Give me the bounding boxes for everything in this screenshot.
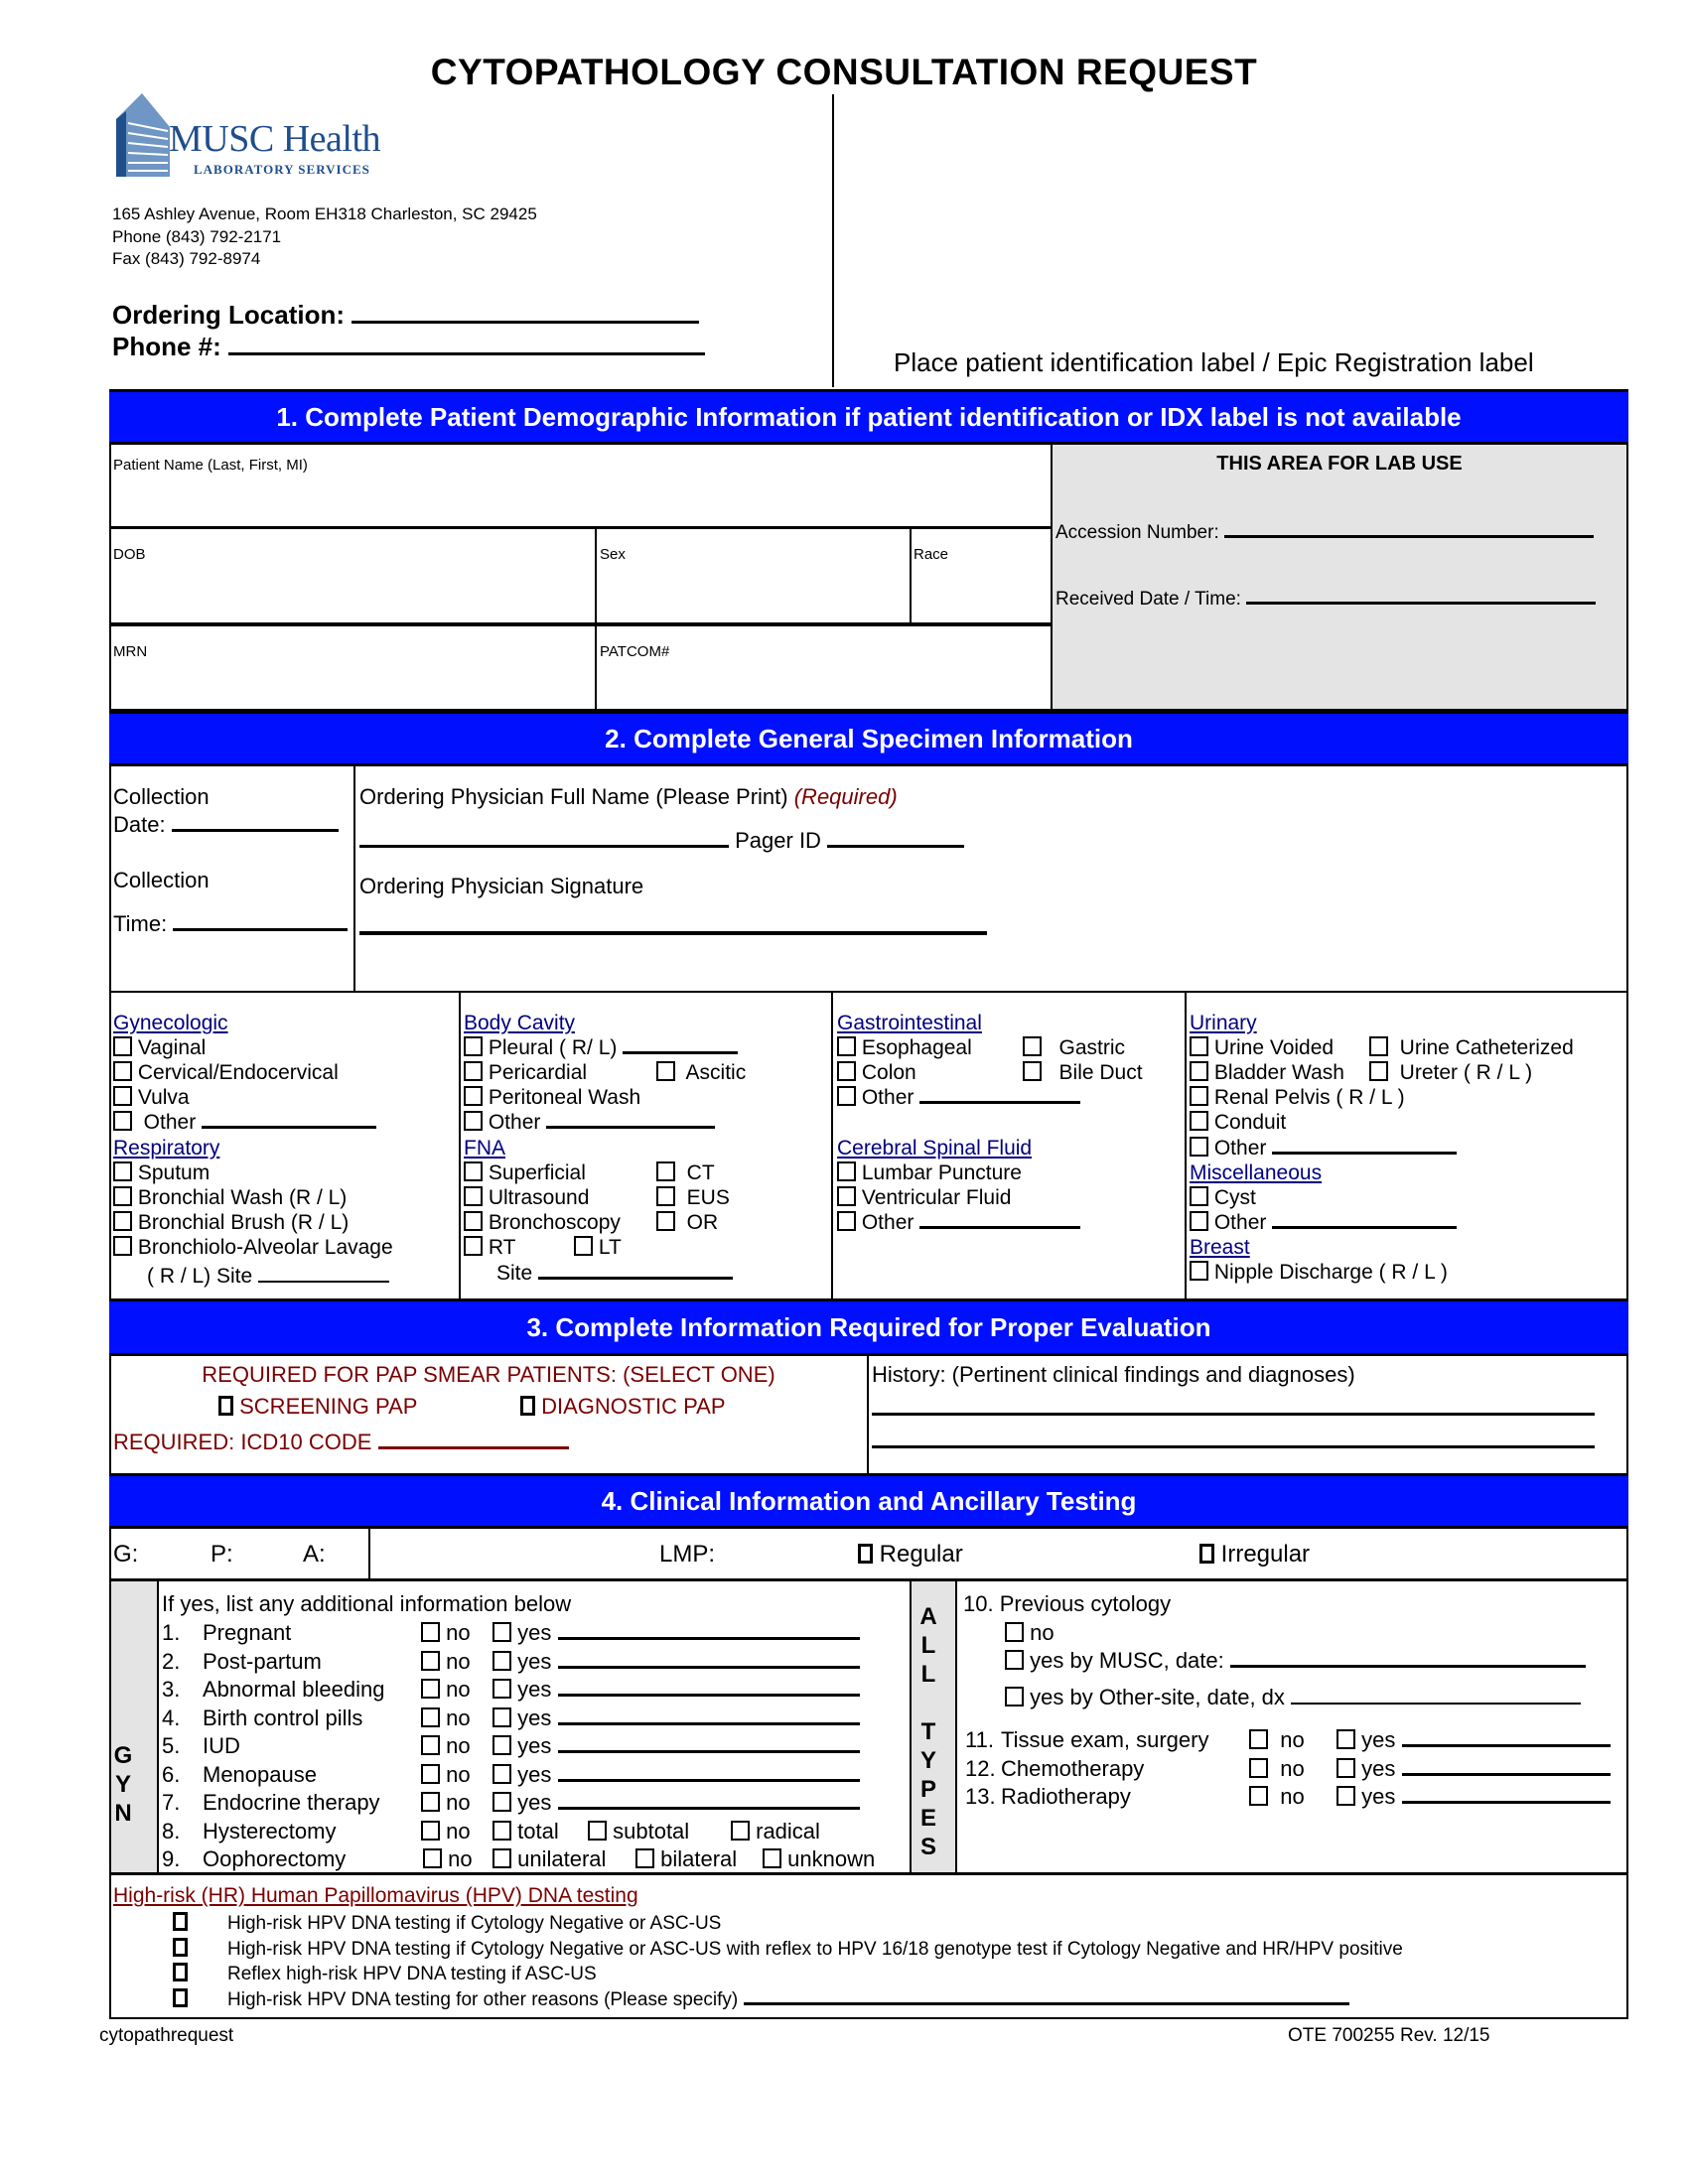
checkbox[interactable]	[464, 1036, 483, 1056]
specimen-gi-other[interactable]: Other	[837, 1085, 1080, 1110]
other-item-no[interactable]: no	[1249, 1784, 1305, 1809]
specimen-bronchial-brush[interactable]: Bronchial Brush (R / L)	[113, 1210, 349, 1235]
pap-required-label: REQUIRED FOR PAP SMEAR PATIENTS: (SELECT ONE)	[202, 1362, 775, 1387]
previous-cytology-no[interactable]: no	[1005, 1620, 1055, 1645]
collection-time-row	[113, 911, 348, 937]
other-item-yes[interactable]: yes	[1336, 1727, 1611, 1752]
checkbox[interactable]	[1336, 1758, 1355, 1778]
gyn-item-yes[interactable]: yes	[492, 1790, 860, 1815]
accession-number-label: Accession Number:	[1055, 522, 1219, 543]
other-item-yes[interactable]: yes	[1336, 1756, 1611, 1781]
checkbox[interactable]	[588, 1821, 607, 1841]
lmp-irregular-option[interactable]: Irregular	[1199, 1541, 1310, 1569]
other-item-label: Tissue exam, surgery	[1001, 1727, 1209, 1752]
other-item-label: Chemotherapy	[1001, 1755, 1145, 1781]
footer-form-number: OTE 700255 Rev. 12/15	[1288, 2025, 1490, 2046]
specimen-conduit[interactable]: Conduit	[1190, 1110, 1286, 1135]
row-divider	[109, 1578, 1628, 1581]
specimen-nipple-discharge[interactable]: Nipple Discharge ( R / L )	[1190, 1260, 1448, 1285]
specimen-fna-rt[interactable]: RT	[464, 1235, 515, 1260]
checkbox[interactable]	[574, 1236, 593, 1256]
fna-title: FNA	[464, 1137, 505, 1160]
gyn-item-no[interactable]: no	[421, 1649, 471, 1674]
gyn-item-number: 3.	[162, 1677, 181, 1702]
gyn-item-label: Endocrine therapy	[203, 1790, 380, 1815]
checkbox[interactable]	[1190, 1186, 1208, 1206]
section-4-header: 4. Clinical Information and Ancillary Testing	[109, 1473, 1628, 1529]
specimen-ureter[interactable]: Ureter ( R / L )	[1369, 1060, 1532, 1085]
respiratory-site-field[interactable]	[258, 1265, 389, 1283]
checkbox[interactable]	[1369, 1061, 1388, 1081]
lmp-regular-option[interactable]: Regular	[858, 1541, 963, 1569]
col-divider	[353, 766, 355, 993]
gyn-item-number: 9.	[162, 1846, 181, 1871]
checkbox[interactable]	[113, 1086, 132, 1106]
gyn-item-details-field[interactable]	[558, 1707, 860, 1725]
history-line-2[interactable]	[872, 1445, 1595, 1448]
checkbox[interactable]	[1199, 1544, 1214, 1564]
checkbox[interactable]	[113, 1236, 132, 1256]
g-label[interactable]: G:	[113, 1541, 139, 1568]
checkbox[interactable]	[464, 1111, 483, 1131]
pleural-field[interactable]	[623, 1036, 738, 1054]
col-divider	[1185, 993, 1187, 1300]
checkbox[interactable]	[837, 1211, 856, 1231]
checkbox[interactable]	[464, 1061, 483, 1081]
other-item-number: 13.	[965, 1784, 996, 1809]
checkbox[interactable]	[837, 1186, 856, 1206]
specimen-pericardial[interactable]: Pericardial	[464, 1060, 587, 1085]
section-2-header: 2. Complete General Specimen Information	[109, 711, 1628, 766]
section-3-header: 3. Complete Information Required for Proper Evaluation	[109, 1298, 1628, 1356]
checkbox[interactable]	[1005, 1687, 1024, 1706]
urinary-title: Urinary	[1190, 1012, 1257, 1034]
gyn-item-option[interactable]: total	[492, 1819, 559, 1843]
hpv-option[interactable]: High-risk HPV DNA testing if Cytology Negative or ASC-US with reflex to HPV 16/18 genotype test if Cytology Negative and HR/HPV positive	[173, 1938, 1403, 1961]
checkbox[interactable]	[1249, 1729, 1268, 1749]
mrn-field[interactable]: MRN	[113, 643, 148, 660]
patcom-field[interactable]: PATCOM#	[600, 643, 670, 660]
col-divider	[595, 528, 597, 711]
gyn-side-label: G Y N	[113, 1742, 133, 1827]
specimen-fna-ultrasound[interactable]: Ultrasound	[464, 1185, 589, 1210]
gyn-item-yes[interactable]: yes	[492, 1733, 860, 1758]
checkbox[interactable]	[113, 1211, 132, 1231]
gyn-item-option[interactable]: radical	[731, 1819, 820, 1843]
collection-time-field[interactable]	[173, 913, 348, 931]
checkbox[interactable]	[763, 1848, 781, 1868]
checkbox[interactable]	[421, 1792, 440, 1812]
row-divider	[109, 1872, 1628, 1875]
history-label: History: (Pertinent clinical findings and diagnoses)	[872, 1362, 1355, 1387]
lab-fax: Fax (843) 792-8974	[112, 249, 261, 268]
checkbox[interactable]	[656, 1161, 675, 1181]
checkbox[interactable]	[113, 1036, 132, 1056]
previous-cytology-label: 10. Previous cytology	[963, 1591, 1172, 1616]
other-item-label: Radiotherapy	[1001, 1784, 1131, 1809]
checkbox[interactable]	[1190, 1261, 1208, 1281]
gyn-item-number: 7.	[162, 1790, 181, 1815]
checkbox[interactable]	[1005, 1650, 1024, 1670]
checkbox[interactable]	[1023, 1061, 1042, 1081]
gi-other-field[interactable]	[919, 1086, 1080, 1104]
checkbox[interactable]	[173, 1938, 188, 1957]
body-cavity-other-field[interactable]	[546, 1111, 715, 1129]
building-icon	[112, 91, 172, 181]
fna-site-row: Site	[496, 1261, 733, 1286]
breast-title: Breast	[1190, 1236, 1250, 1259]
csf-title: Cerebral Spinal Fluid	[837, 1137, 1033, 1160]
gyn-item-no[interactable]: no	[421, 1733, 471, 1758]
a-label[interactable]: A:	[303, 1541, 326, 1568]
race-field[interactable]: Race	[914, 546, 949, 563]
checkbox[interactable]	[837, 1036, 856, 1056]
gyn-item-yes[interactable]: yes	[492, 1649, 860, 1674]
specimen-bal[interactable]: Bronchiolo-Alveolar Lavage	[113, 1235, 393, 1260]
required-note: (Required)	[793, 784, 898, 809]
checkbox[interactable]	[464, 1161, 483, 1181]
hpv-title: High-risk (HR) Human Papillomavirus (HPV) DNA testing	[113, 1884, 638, 1907]
checkbox[interactable]	[1336, 1786, 1355, 1806]
gyn-item-option[interactable]: no	[423, 1846, 473, 1871]
checkbox[interactable]	[492, 1764, 511, 1784]
checkbox[interactable]	[1249, 1758, 1268, 1778]
checkbox[interactable]	[421, 1679, 440, 1699]
pager-id-label: Pager ID	[735, 828, 821, 853]
other-item-details-field[interactable]	[1402, 1729, 1611, 1747]
ordering-location-field[interactable]	[352, 300, 699, 324]
row-divider	[109, 991, 1628, 993]
col-divider	[459, 993, 461, 1300]
checkbox[interactable]	[464, 1186, 483, 1206]
checkbox[interactable]	[492, 1792, 511, 1812]
physician-name-label-row	[359, 784, 898, 810]
specimen-fna-superficial[interactable]: Superficial	[464, 1160, 586, 1185]
checkbox[interactable]	[837, 1086, 856, 1106]
checkbox[interactable]	[858, 1544, 873, 1564]
previous-cytology-other-field[interactable]	[1291, 1687, 1581, 1705]
gyn-item-option[interactable]: subtotal	[588, 1819, 689, 1843]
gyn-item-label: Birth control pills	[203, 1705, 363, 1730]
checkbox[interactable]	[173, 1963, 188, 1981]
specimen-colon[interactable]: Colon	[837, 1060, 916, 1085]
urinary-other-field[interactable]	[1272, 1137, 1457, 1155]
specimen-fna-bronchoscopy[interactable]: Bronchoscopy	[464, 1210, 621, 1235]
gyn-item-number: 6.	[162, 1761, 181, 1787]
specimen-bile-duct[interactable]: Bile Duct	[1023, 1060, 1143, 1085]
hpv-option[interactable]: High-risk HPV DNA testing for other reasons (Please specify)	[173, 1988, 1349, 2011]
specimen-lumbar-puncture[interactable]: Lumbar Puncture	[837, 1160, 1022, 1185]
dob-field[interactable]: DOB	[113, 546, 146, 563]
specimen-urine-catheterized[interactable]: Urine Catheterized	[1369, 1035, 1574, 1060]
other-item-details-field[interactable]	[1402, 1786, 1611, 1804]
checkbox[interactable]	[492, 1735, 511, 1755]
gyn-other-field[interactable]	[202, 1111, 376, 1129]
respiratory-site-row: ( R / L) Site	[147, 1264, 389, 1289]
ordering-phone-label: Phone #:	[112, 332, 221, 361]
col-divider	[368, 1529, 370, 1580]
gyn-item-yes[interactable]: yes	[492, 1706, 860, 1730]
specimen-csf-other[interactable]: Other	[837, 1210, 1080, 1235]
checkbox[interactable]	[492, 1679, 511, 1699]
specimen-vaginal[interactable]: Vaginal	[113, 1035, 206, 1060]
checkbox[interactable]	[113, 1161, 132, 1181]
gyn-item-option[interactable]: unilateral	[492, 1846, 606, 1871]
specimen-sputum[interactable]: Sputum	[113, 1160, 210, 1185]
gyn-item-details-field[interactable]	[558, 1735, 860, 1753]
checkbox[interactable]	[656, 1186, 675, 1206]
checkbox[interactable]	[464, 1086, 483, 1106]
checkbox[interactable]	[520, 1396, 535, 1416]
lab-phone: Phone (843) 792-2171	[112, 227, 282, 246]
checkbox[interactable]	[173, 1912, 188, 1931]
gyn-intro: If yes, list any additional information below	[162, 1591, 572, 1616]
hpv-other-reason-field[interactable]	[744, 1991, 1349, 2005]
checkbox[interactable]	[492, 1707, 511, 1727]
logo-name: MUSC Health	[169, 118, 380, 160]
pager-id-field[interactable]	[827, 830, 964, 848]
gyn-item-no[interactable]: no	[421, 1762, 471, 1787]
specimen-bronchial-wash[interactable]: Bronchial Wash (R / L)	[113, 1185, 347, 1210]
specimen-renal-pelvis[interactable]: Renal Pelvis ( R / L )	[1190, 1085, 1405, 1110]
received-date-field[interactable]	[1246, 587, 1596, 605]
page-title: CYTOPATHOLOGY CONSULTATION REQUEST	[430, 52, 1258, 92]
hpv-option[interactable]: Reflex high-risk HPV DNA testing if ASC-US	[173, 1963, 597, 1985]
checkbox[interactable]	[731, 1821, 750, 1841]
checkbox[interactable]	[464, 1236, 483, 1256]
logo-subtitle: LABORATORY SERVICES	[194, 162, 370, 177]
checkbox[interactable]	[113, 1111, 132, 1131]
specimen-urine-voided[interactable]: Urine Voided	[1190, 1035, 1334, 1060]
gyn-item-details-field[interactable]	[558, 1764, 860, 1782]
checkbox[interactable]	[1005, 1622, 1024, 1642]
fna-site-field[interactable]	[538, 1262, 733, 1280]
checkbox[interactable]	[656, 1061, 675, 1081]
checkbox[interactable]	[421, 1651, 440, 1671]
checkbox[interactable]	[492, 1622, 511, 1642]
gyn-item-no[interactable]: no	[421, 1677, 471, 1702]
checkbox[interactable]	[423, 1848, 442, 1868]
patient-name-field[interactable]: Patient Name (Last, First, MI)	[113, 457, 308, 474]
physician-name-field[interactable]	[359, 830, 729, 848]
specimen-gyn-other[interactable]: Other	[113, 1110, 376, 1135]
respiratory-title: Respiratory	[113, 1137, 220, 1160]
specimen-fna-or[interactable]: OR	[656, 1210, 718, 1235]
ordering-phone-row	[112, 332, 705, 362]
gyn-item-number: 8.	[162, 1818, 181, 1843]
lab-use-area	[1053, 445, 1626, 709]
gyn-item-option[interactable]: bilateral	[635, 1846, 737, 1871]
specimen-cyst[interactable]: Cyst	[1190, 1185, 1256, 1210]
gyn-item-label: Pregnant	[203, 1620, 292, 1645]
gyn-item-label: IUD	[203, 1733, 240, 1758]
history-line-1[interactable]	[872, 1413, 1595, 1416]
other-item-number: 12.	[965, 1755, 996, 1781]
received-date-label: Received Date / Time:	[1055, 589, 1241, 610]
gyn-item-details-field[interactable]	[558, 1679, 860, 1697]
collection-date-field[interactable]	[172, 814, 339, 832]
collection-time-label-2: Time:	[113, 911, 168, 936]
checkbox[interactable]	[1190, 1111, 1208, 1131]
gyn-item-number: 4.	[162, 1705, 181, 1730]
all-types-side-label: A L L T Y P E S	[919, 1603, 937, 1860]
checkbox[interactable]	[421, 1735, 440, 1755]
icd10-label: REQUIRED: ICD10 CODE	[113, 1430, 372, 1454]
ordering-location-label: Ordering Location:	[112, 300, 345, 330]
checkbox[interactable]	[492, 1848, 511, 1868]
p-label[interactable]: P:	[211, 1541, 233, 1568]
col-divider	[910, 528, 912, 623]
accession-number-row	[1055, 520, 1594, 544]
gyn-item-details-field[interactable]	[558, 1651, 860, 1669]
diagnostic-pap-option[interactable]: DIAGNOSTIC PAP	[520, 1394, 726, 1420]
collection-date-label: Collection	[113, 784, 210, 809]
section-1-header: 1. Complete Patient Demographic Information if patient identification or IDX label is not available	[109, 389, 1628, 445]
gyn-item-number: 2.	[162, 1648, 181, 1674]
specimen-cervical[interactable]: Cervical/Endocervical	[113, 1060, 339, 1085]
gyn-item-details-field[interactable]	[558, 1792, 860, 1810]
specimen-urinary-other[interactable]: Other	[1190, 1136, 1457, 1160]
csf-other-field[interactable]	[919, 1211, 1080, 1229]
specimen-vulva[interactable]: Vulva	[113, 1085, 190, 1110]
specimen-fna-lt[interactable]: LT	[574, 1235, 622, 1260]
physician-name-row	[359, 828, 964, 854]
checkbox[interactable]	[1249, 1786, 1268, 1806]
checkbox[interactable]	[1190, 1036, 1208, 1056]
gyn-item-option[interactable]: unknown	[763, 1846, 875, 1871]
specimen-body-cavity-other[interactable]: Other	[464, 1110, 715, 1135]
checkbox[interactable]	[113, 1186, 132, 1206]
checkbox[interactable]	[1190, 1061, 1208, 1081]
gyn-item-yes[interactable]: yes	[492, 1762, 860, 1787]
checkbox[interactable]	[1369, 1036, 1388, 1056]
label-area-divider	[832, 94, 834, 387]
checkbox[interactable]	[837, 1161, 856, 1181]
gyn-item-option[interactable]: no	[421, 1819, 471, 1843]
specimen-fna-eus[interactable]: EUS	[656, 1185, 730, 1210]
checkbox[interactable]	[1190, 1211, 1208, 1231]
checkbox[interactable]	[113, 1061, 132, 1081]
gyn-side-label-bg	[111, 1581, 159, 1874]
miscellaneous-title: Miscellaneous	[1190, 1161, 1323, 1184]
checkbox[interactable]	[218, 1396, 233, 1416]
gyn-item-no[interactable]: no	[421, 1706, 471, 1730]
lmp-label[interactable]: LMP:	[659, 1541, 716, 1568]
received-date-row	[1055, 587, 1596, 611]
gastrointestinal-title: Gastrointestinal	[837, 1012, 982, 1034]
checkbox[interactable]	[1190, 1086, 1208, 1106]
footer-form-name: cytopathrequest	[99, 2025, 234, 2046]
checkbox[interactable]	[421, 1622, 440, 1642]
gynecologic-title: Gynecologic	[113, 1012, 228, 1034]
body-cavity-title: Body Cavity	[464, 1012, 576, 1034]
checkbox[interactable]	[492, 1821, 511, 1841]
other-item-yes[interactable]: yes	[1336, 1784, 1611, 1809]
gyn-item-details-field[interactable]	[558, 1622, 860, 1640]
screening-pap-option[interactable]: SCREENING PAP	[218, 1394, 417, 1420]
previous-cytology-other[interactable]: yes by Other-site, date, dx	[1005, 1685, 1581, 1709]
checkbox[interactable]	[1190, 1137, 1208, 1157]
lab-use-title: THIS AREA FOR LAB USE	[1216, 453, 1463, 475]
ordering-location-row	[112, 300, 699, 331]
gyn-item-number: 1.	[162, 1620, 181, 1645]
misc-other-field[interactable]	[1272, 1211, 1457, 1229]
gyn-item-label: Oophorectomy	[203, 1846, 347, 1871]
checkbox[interactable]	[421, 1764, 440, 1784]
col-divider	[831, 993, 833, 1300]
gyn-item-yes[interactable]: yes	[492, 1620, 860, 1645]
sex-field[interactable]: Sex	[600, 546, 626, 563]
checkbox[interactable]	[492, 1651, 511, 1671]
gyn-item-label: Hysterectomy	[203, 1818, 337, 1843]
checkbox[interactable]	[635, 1848, 654, 1868]
specimen-ventricular-fluid[interactable]: Ventricular Fluid	[837, 1185, 1011, 1210]
gyn-item-label: Abnormal bleeding	[203, 1677, 385, 1702]
specimen-fna-ct[interactable]: CT	[656, 1160, 715, 1185]
checkbox[interactable]	[173, 1988, 188, 2007]
icd10-row	[113, 1430, 569, 1455]
specimen-gastric[interactable]: Gastric	[1023, 1035, 1125, 1060]
checkbox[interactable]	[421, 1821, 440, 1841]
specimen-pleural[interactable]: Pleural ( R/ L)	[464, 1035, 738, 1060]
gyn-item-no[interactable]: no	[421, 1620, 471, 1645]
other-item-details-field[interactable]	[1402, 1758, 1611, 1776]
gyn-item-label: Menopause	[203, 1761, 317, 1787]
gyn-item-yes[interactable]: yes	[492, 1677, 860, 1702]
collection-time-label: Collection	[113, 868, 210, 892]
checkbox[interactable]	[1336, 1729, 1355, 1749]
collection-date-row	[113, 812, 339, 838]
specimen-ascitic[interactable]: Ascitic	[656, 1060, 746, 1085]
gyn-item-label: Post-partum	[203, 1648, 322, 1674]
checkbox[interactable]	[656, 1211, 675, 1231]
specimen-esophageal[interactable]: Esophageal	[837, 1035, 972, 1060]
other-item-number: 11.	[965, 1727, 994, 1752]
lab-address: 165 Ashley Avenue, Room EH318 Charleston, SC 29425	[112, 205, 537, 223]
gyn-item-no[interactable]: no	[421, 1790, 471, 1815]
physician-name-label: Ordering Physician Full Name (Please Print)	[359, 784, 788, 809]
previous-cytology-musc[interactable]: yes by MUSC, date:	[1005, 1648, 1586, 1673]
icd10-field[interactable]	[378, 1432, 569, 1449]
ordering-phone-field[interactable]	[228, 332, 705, 355]
accession-number-field[interactable]	[1224, 520, 1594, 538]
specimen-peritoneal-wash[interactable]: Peritoneal Wash	[464, 1085, 640, 1110]
physician-signature-label: Ordering Physician Signature	[359, 874, 644, 898]
specimen-misc-other[interactable]: Other	[1190, 1210, 1457, 1235]
checkbox[interactable]	[1023, 1036, 1042, 1056]
gyn-item-number: 5.	[162, 1733, 181, 1758]
previous-cytology-musc-date-field[interactable]	[1230, 1650, 1586, 1668]
other-item-no[interactable]: no	[1249, 1727, 1305, 1752]
specimen-bladder-wash[interactable]: Bladder Wash	[1190, 1060, 1344, 1085]
patient-label-area[interactable]: Place patient identification label / Epic Registration label	[894, 347, 1534, 377]
hpv-option[interactable]: High-risk HPV DNA testing if Cytology Negative or ASC-US	[173, 1912, 721, 1935]
checkbox[interactable]	[837, 1061, 856, 1081]
collection-date-label-2: Date:	[113, 812, 166, 837]
checkbox[interactable]	[464, 1211, 483, 1231]
checkbox[interactable]	[421, 1707, 440, 1727]
physician-signature-field[interactable]	[359, 931, 987, 935]
col-divider	[867, 1356, 869, 1475]
other-item-no[interactable]: no	[1249, 1756, 1305, 1781]
